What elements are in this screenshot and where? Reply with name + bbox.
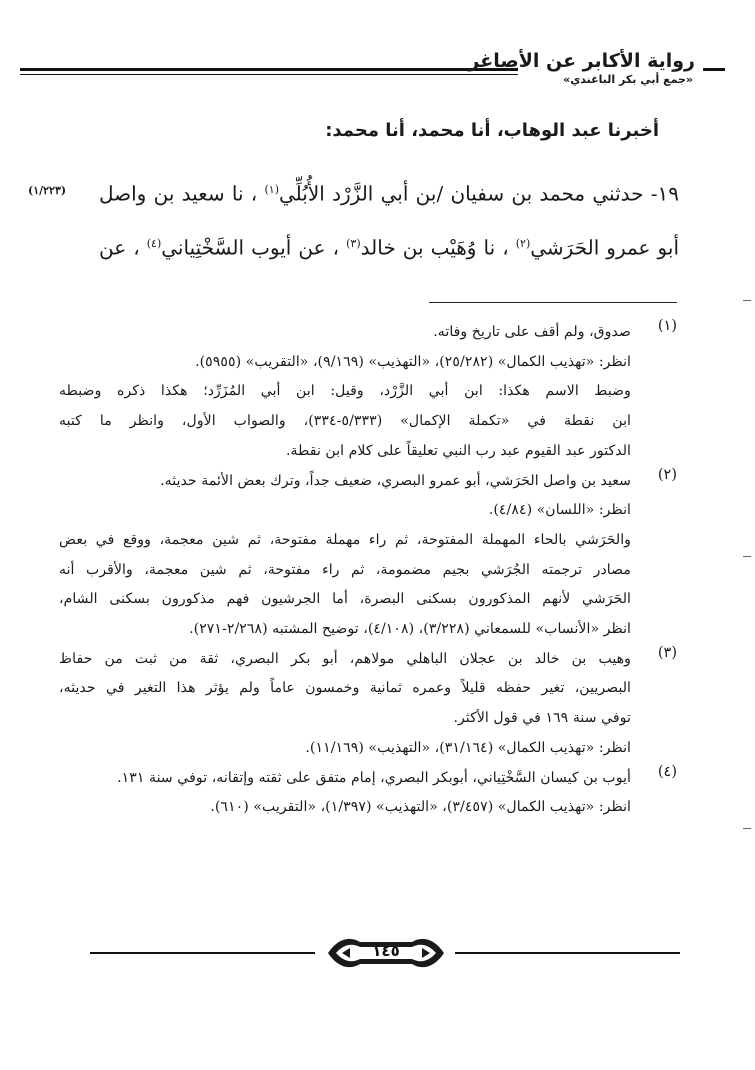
footnote-line: أيوب بن كيسان السَّخْتِياني، أبوبكر البصري، إمام متفق على ثقته وإتقانه، توفي سنة ١٣١. xyxy=(117,769,631,786)
footnote-ref: (٢) xyxy=(515,236,531,250)
hadith-segment: أبو عمرو الحَرَشي xyxy=(530,235,679,260)
scan-margin-mark xyxy=(743,828,751,829)
footnote xyxy=(59,645,679,764)
footnote-number: (٢) xyxy=(657,466,677,483)
running-header xyxy=(20,40,735,90)
book-subtitle: «جمع أبي بكر الباغندي» xyxy=(563,73,693,86)
footnote-line: ابن نقطة في «تكملة الإكمال» (٥/٣٣٣-٣٣٤)، والصواب الأول، وانظر ما كتبه xyxy=(59,413,631,430)
manuscript-folio-ref: (١/٢٢٣) xyxy=(28,184,67,197)
footnote-line: الحَرَشي لأنهم المذكورون بسكنى البصرة، أما الجرشيون فهم مذكورون بسكنى الشام، xyxy=(59,591,631,608)
footnote-divider xyxy=(429,302,677,303)
footnote-line: انظر: «تهذيب الكمال» (٢٥/٢٨٢)، «التهذيب» (٩/١٦٩)، «التقريب» (٥٩٥٥). xyxy=(195,353,631,370)
footnote-line: انظر: «اللسان» (٤/٨٤). xyxy=(488,502,631,519)
book-title: رواية الأكابر عن الأصاغر xyxy=(468,50,695,72)
hadith-segment: ١٩- حدثني محمد بن سفيان /بن أبي الزَّرْد الأُبُلِّي xyxy=(279,181,680,206)
header-dash xyxy=(703,68,725,71)
footnote-line: توفي سنة ١٦٩ في قول الأكثر. xyxy=(453,710,631,727)
hadith-line-1 xyxy=(99,165,679,219)
footnote-number: (٣) xyxy=(657,644,677,661)
page-number-ornament xyxy=(326,932,446,974)
footnote-line: وضبط الاسم هكذا: ابن أبي الزَّرْد، وقيل: ابن أبي المُزَرِّد؛ هكذا ذكره وضبطه xyxy=(59,383,631,400)
footnote-line: وهيب بن خالد بن عجلان الباهلي مولاهم، أبو بكر البصري، ثقة من ثبت من حفاظ xyxy=(59,650,631,667)
footnote-line: انظر: «تهذيب الكمال» (٣١/١٦٤)، «التهذيب» (١١/١٦٩). xyxy=(305,739,631,756)
hadith-segment: ، نا وُهَيْب بن خالد xyxy=(360,235,509,260)
footnote-line: البصريين، تغير حفظه قليلاً وعمره ثمانية وخمسون عاماً ولم يؤثر هذا التغير في حديثه، xyxy=(59,680,631,697)
footnote-line: مصادر ترجمته الجُرَشي بجيم مضمومة، ثم راء مفتوحة، ثم شين معجمة، والأقرب أنه xyxy=(59,561,631,578)
footnote xyxy=(59,318,679,467)
footnote-ref: (٣) xyxy=(346,236,361,250)
footer-rule xyxy=(90,952,315,954)
footnote-line: والحَرَشي بالحاء المهملة المفتوحة، ثم راء مهملة مفتوحة، ثم شين معجمة، ووقع في بعض xyxy=(59,531,631,548)
footnote-line: صدوق، ولم أقف على تاريخ وفاته. xyxy=(433,324,631,340)
page-footer xyxy=(90,930,680,976)
footnote xyxy=(59,764,679,823)
footnote-number: (٤) xyxy=(657,763,677,780)
footer-rule xyxy=(455,952,680,954)
header-rule-thin xyxy=(20,74,518,75)
hadith-segment: ، عن xyxy=(99,235,140,260)
page-number: ١٤٥ xyxy=(372,942,400,960)
footnote-ref: (١) xyxy=(264,183,280,196)
hadith-line-2 xyxy=(99,219,679,273)
footnote-line: انظر: «تهذيب الكمال» (٣/٤٥٧)، «التهذيب» (١/٣٩٧)، «التقريب» (٦١٠). xyxy=(210,799,631,816)
hadith-text xyxy=(99,165,679,272)
footnote-ref: (٤) xyxy=(146,236,162,250)
footnote-line: انظر «الأنساب» للسمعاني (٣/٢٢٨)، (٤/١٠٨)، توضيح المشتبه (٢/٢٦٨-٢٧١). xyxy=(189,621,631,638)
header-rule xyxy=(20,68,518,71)
scan-margin-mark xyxy=(743,300,751,301)
footnote-number: (١) xyxy=(657,318,677,334)
footnotes xyxy=(59,318,679,823)
footnote xyxy=(59,467,679,645)
isnad-heading: أخبرنا عبد الوهاب، أنا محمد، أنا محمد: xyxy=(325,120,659,141)
hadith-segment: ، نا سعيد بن واصل xyxy=(99,181,258,206)
hadith-segment: ، عن أيوب السَّخْتِياني xyxy=(161,235,340,260)
footnote-line: سعيد بن واصل الحَرَشي، أبو عمرو البصري، ضعيف جداً، وترك بعض الأئمة حديثه. xyxy=(160,472,631,489)
footnote-line: الدكتور عبد القيوم عبد رب النبي تعليقاً على كلام ابن نقطة. xyxy=(286,442,631,459)
scan-margin-mark xyxy=(743,556,751,557)
